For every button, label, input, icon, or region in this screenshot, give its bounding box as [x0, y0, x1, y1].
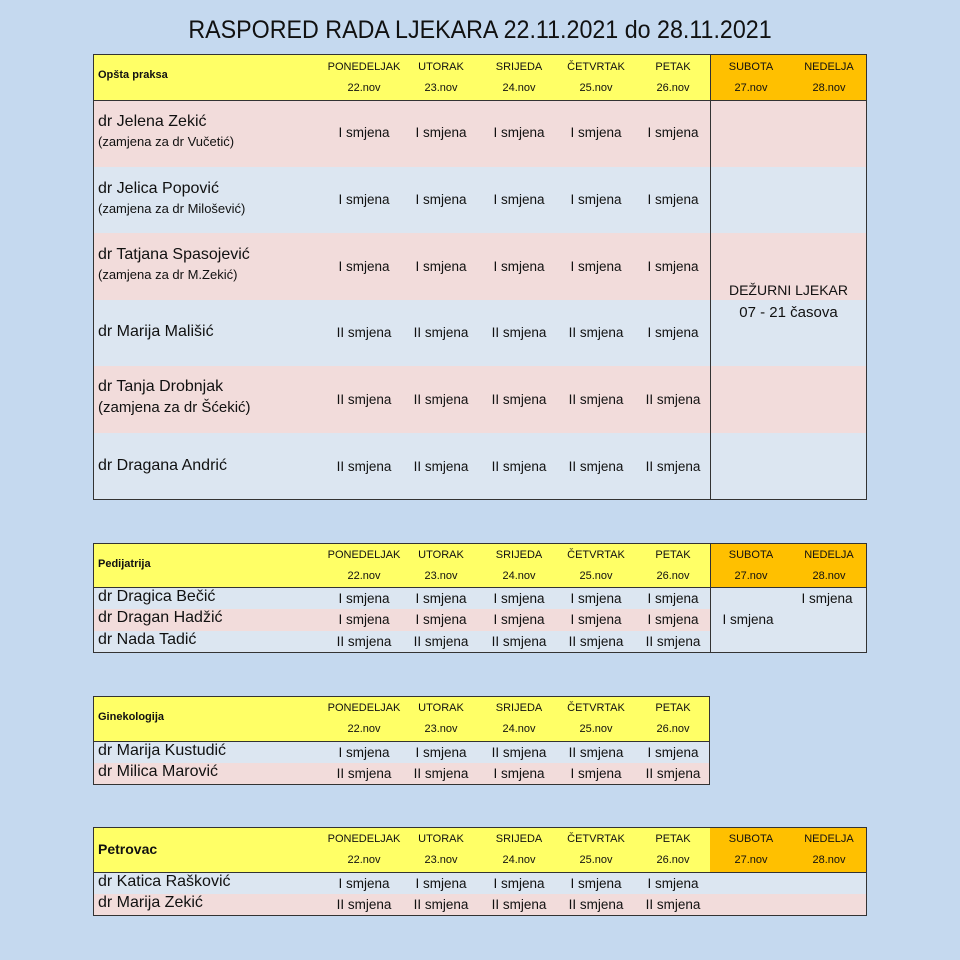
shift-cell: I smjena: [415, 876, 467, 891]
weekend-cell: [711, 167, 866, 233]
doctor-name-text: dr Milica Marović: [98, 763, 219, 780]
shift-cell: II smjena: [645, 897, 701, 912]
shift-cell: II smjena: [413, 325, 469, 340]
shift-cell: II smjena: [568, 392, 624, 407]
date-header: 23.nov: [424, 723, 458, 735]
shift-cell: II smjena: [645, 634, 701, 649]
day-header: SUBOTA: [728, 833, 774, 845]
doctor-name-text: dr Marija Zekić: [98, 894, 203, 911]
shift-cell: II smjena: [413, 392, 469, 407]
date-header: 22.nov: [347, 570, 381, 582]
doctor-name-text: dr Katica Rašković: [98, 873, 231, 890]
date-header: 28.nov: [812, 570, 846, 582]
date-header: 26.nov: [656, 854, 690, 866]
day-header: SRIJEDA: [495, 61, 543, 73]
shift-cell: I smjena: [493, 125, 545, 140]
doctor-name: [98, 742, 226, 760]
doctor-name: [98, 457, 227, 475]
date-header: 24.nov: [502, 82, 536, 94]
shift-cell: I smjena: [647, 745, 699, 760]
doctor-name-text: dr Jelena Zekić: [98, 113, 207, 130]
date-header: 27.nov: [734, 82, 768, 94]
shift-cell: II smjena: [645, 392, 701, 407]
date-header: 24.nov: [502, 854, 536, 866]
table-opsta-praksa: [93, 54, 867, 500]
shift-cell: I smjena: [493, 766, 545, 781]
shift-cell: I smjena: [338, 876, 390, 891]
doctor-name: [98, 378, 251, 416]
duty-note: [711, 279, 866, 324]
day-header: PETAK: [655, 549, 691, 561]
day-header: NEDELJA: [804, 833, 854, 845]
date-header: 24.nov: [502, 570, 536, 582]
day-header: ČETVRTAK: [567, 549, 625, 561]
date-header: 25.nov: [579, 82, 613, 94]
shift-cell: I smjena: [493, 876, 545, 891]
date-header: 25.nov: [579, 570, 613, 582]
doctor-name-text: dr Marija Mališić: [98, 323, 214, 340]
date-header: 22.nov: [347, 723, 381, 735]
shift-cell: I smjena: [570, 766, 622, 781]
shift-cell: I smjena: [570, 876, 622, 891]
shift-cell: II smjena: [336, 392, 392, 407]
shift-cell: II smjena: [336, 459, 392, 474]
date-header: 25.nov: [579, 723, 613, 735]
day-header: SUBOTA: [728, 61, 774, 73]
doctor-name: [98, 631, 196, 649]
day-header: SRIJEDA: [495, 702, 543, 714]
shift-cell: I smjena: [647, 591, 699, 606]
shift-cell: I smjena: [338, 192, 390, 207]
doctor-name-text: dr Tatjana Spasojević: [98, 246, 250, 263]
shift-cell: I smjena: [570, 591, 622, 606]
day-header: PETAK: [655, 61, 691, 73]
shift-cell: I smjena: [570, 192, 622, 207]
shift-cell: II smjena: [413, 634, 469, 649]
doctor-name-text: dr Marija Kustudić: [98, 742, 227, 759]
shift-cell: I smjena: [415, 745, 467, 760]
day-header: UTORAK: [418, 61, 464, 73]
replacement-note: (zamjena za dr Vučetić): [98, 134, 235, 149]
date-header: 26.nov: [656, 570, 690, 582]
shift-cell: II smjena: [336, 325, 392, 340]
duty-note-title: DEŽURNI LJEKAR: [728, 282, 849, 298]
section-name: Pedijatrija: [98, 558, 151, 570]
shift-cell: I smjena: [338, 612, 390, 627]
doctor-name-text: dr Jelica Popović: [98, 180, 219, 197]
saturday-shift: I smjena: [722, 612, 774, 627]
replacement-note: (zamjena za dr Šćekić): [98, 399, 251, 416]
section-name: Ginekologija: [98, 711, 165, 723]
date-header: 28.nov: [812, 82, 846, 94]
day-header: PONEDELJAK: [327, 833, 401, 845]
duty-note-hours: 07 - 21 časova: [739, 304, 838, 321]
day-header: SRIJEDA: [495, 833, 543, 845]
shift-cell: II smjena: [568, 325, 624, 340]
date-header: 25.nov: [579, 854, 613, 866]
shift-cell: I smjena: [338, 259, 390, 274]
shift-cell: I smjena: [338, 745, 390, 760]
doctor-name: [98, 323, 214, 341]
weekend-cell: [711, 366, 866, 433]
date-header: 26.nov: [656, 82, 690, 94]
day-header: PONEDELJAK: [327, 61, 401, 73]
shift-cell: I smjena: [493, 259, 545, 274]
page-title: RASPORED RADA LJEKARA 22.11.2021 do 28.11.2021: [188, 16, 772, 44]
day-header: SUBOTA: [728, 549, 774, 561]
shift-cell: I smjena: [338, 125, 390, 140]
doctor-name: [98, 894, 203, 912]
table-pedijatrija: [93, 543, 867, 653]
date-header: 26.nov: [656, 723, 690, 735]
shift-cell: I smjena: [647, 259, 699, 274]
shift-cell: I smjena: [415, 125, 467, 140]
doctor-name: [98, 113, 234, 149]
day-header: PONEDELJAK: [327, 549, 401, 561]
shift-cell: II smjena: [645, 766, 701, 781]
shift-cell: II smjena: [645, 459, 701, 474]
shift-cell: I smjena: [570, 612, 622, 627]
shift-cell: II smjena: [568, 745, 624, 760]
date-header: 23.nov: [424, 570, 458, 582]
shift-cell: I smjena: [570, 125, 622, 140]
doctor-name: [98, 180, 245, 216]
shift-cell: II smjena: [568, 459, 624, 474]
doctor-name: [98, 763, 218, 781]
day-header: UTORAK: [418, 833, 464, 845]
section-name: Opšta praksa: [98, 69, 168, 81]
shift-cell: I smjena: [647, 192, 699, 207]
doctor-name-text: dr Dragan Hadžić: [98, 609, 223, 626]
doctor-name: [98, 246, 250, 282]
day-header: SRIJEDA: [495, 549, 543, 561]
date-header: 22.nov: [347, 82, 381, 94]
shift-cell: I smjena: [415, 192, 467, 207]
shift-cell: II smjena: [413, 766, 469, 781]
shift-cell: II smjena: [491, 325, 547, 340]
shift-cell: I smjena: [415, 259, 467, 274]
day-header: UTORAK: [418, 702, 464, 714]
shift-cell: I smjena: [338, 591, 390, 606]
doctor-name-text: dr Dragana Andrić: [98, 457, 227, 474]
shift-cell: II smjena: [491, 897, 547, 912]
shift-cell: II smjena: [568, 897, 624, 912]
shift-cell: I smjena: [493, 591, 545, 606]
doctor-name-text: dr Tanja Drobnjak: [98, 378, 224, 395]
shift-cell: II smjena: [413, 459, 469, 474]
date-header: 28.nov: [812, 854, 846, 866]
shift-cell: I smjena: [570, 259, 622, 274]
shift-cell: II smjena: [413, 897, 469, 912]
date-header: 27.nov: [734, 570, 768, 582]
shift-cell: I smjena: [647, 876, 699, 891]
day-header: NEDELJA: [804, 61, 854, 73]
shift-cell: I smjena: [493, 192, 545, 207]
table-petrovac: [93, 827, 867, 916]
shift-cell: II smjena: [491, 459, 547, 474]
day-header: PETAK: [655, 702, 691, 714]
shift-cell: II smjena: [568, 634, 624, 649]
doctor-name-text: dr Dragica Bečić: [98, 588, 216, 605]
shift-cell: I smjena: [415, 612, 467, 627]
shift-cell: II smjena: [491, 634, 547, 649]
date-header: 24.nov: [502, 723, 536, 735]
day-header: PONEDELJAK: [327, 702, 401, 714]
day-header: ČETVRTAK: [567, 833, 625, 845]
replacement-note: (zamjena za dr Milošević): [98, 201, 246, 216]
shift-cell: II smjena: [491, 745, 547, 760]
date-header: 27.nov: [734, 854, 768, 866]
day-header: PETAK: [655, 833, 691, 845]
day-header: ČETVRTAK: [567, 61, 625, 73]
replacement-note: (zamjena za dr M.Zekić): [98, 267, 238, 282]
date-header: 23.nov: [424, 82, 458, 94]
shift-cell: II smjena: [336, 897, 392, 912]
day-header: NEDELJA: [804, 549, 854, 561]
doctor-name: [98, 873, 231, 891]
sunday-shift: I smjena: [801, 591, 853, 606]
table-ginekologija: [93, 696, 710, 785]
shift-cell: II smjena: [336, 766, 392, 781]
weekend-cell: [711, 101, 866, 167]
shift-cell: I smjena: [493, 612, 545, 627]
shift-cell: II smjena: [336, 634, 392, 649]
date-header: 23.nov: [424, 854, 458, 866]
shift-cell: I smjena: [415, 591, 467, 606]
doctor-name: [98, 609, 223, 627]
shift-cell: I smjena: [647, 125, 699, 140]
day-header: UTORAK: [418, 549, 464, 561]
shift-cell: I smjena: [647, 612, 699, 627]
shift-cell: II smjena: [491, 392, 547, 407]
section-name: Petrovac: [98, 841, 158, 857]
shift-cell: I smjena: [647, 325, 699, 340]
doctor-name: [98, 588, 215, 606]
doctor-name-text: dr Nada Tadić: [98, 631, 197, 648]
weekend-cell: [711, 433, 866, 499]
date-header: 22.nov: [347, 854, 381, 866]
day-header: ČETVRTAK: [567, 702, 625, 714]
